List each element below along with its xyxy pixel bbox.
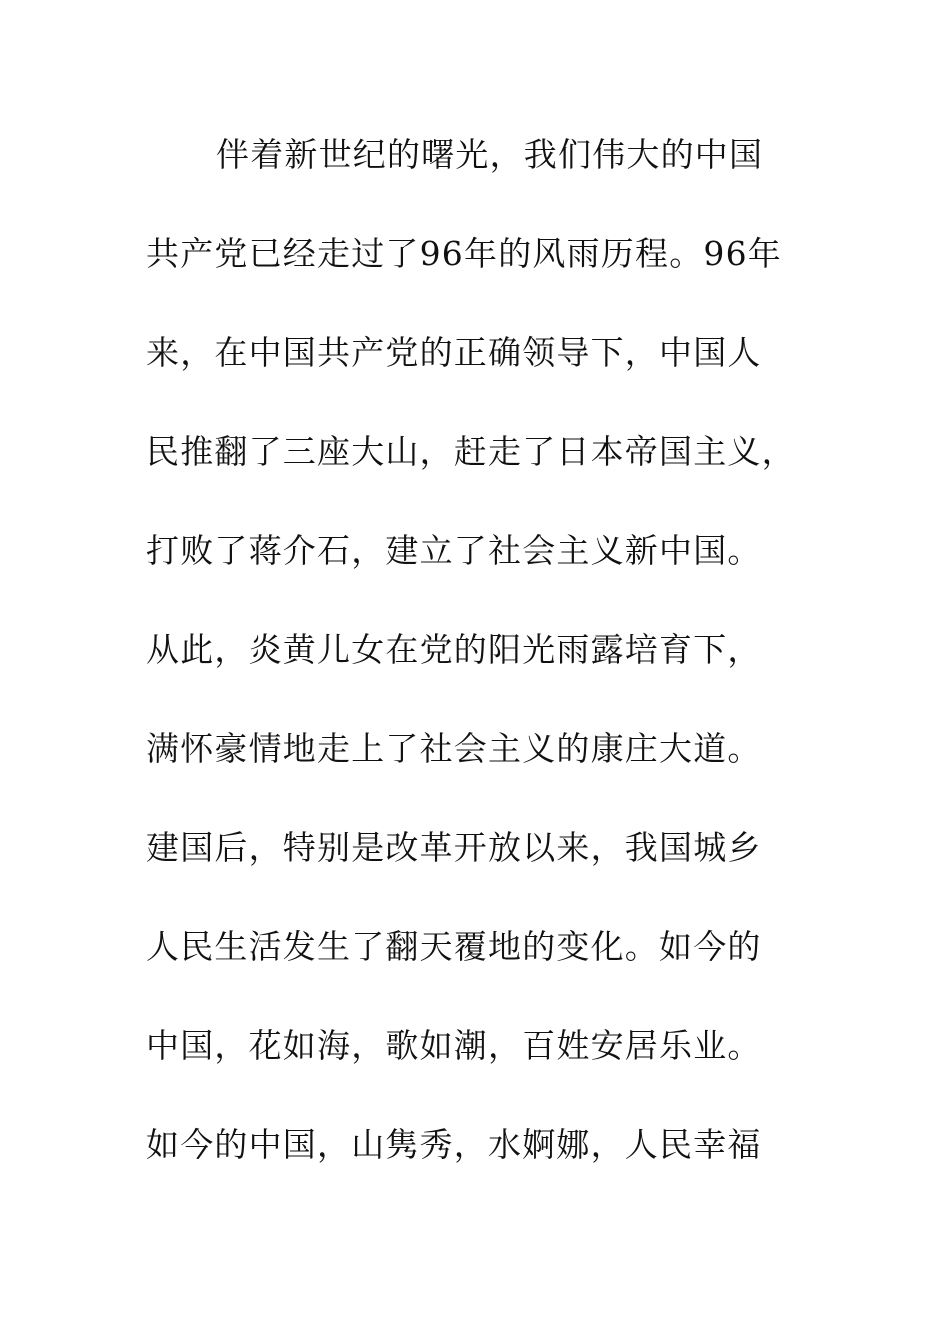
paragraph-line-8: 建国后，特别是改革开放以来，我国城乡: [146, 828, 762, 867]
paragraph-line-5: 打败了蒋介石，建立了社会主义新中国。: [146, 531, 762, 570]
paragraph-line-4: 民推翻了三座大山，赶走了日本帝国主义，: [146, 432, 796, 471]
paragraph-line-1: 伴着新世纪的曙光，我们伟大的中国: [216, 135, 764, 174]
paragraph-line-7: 满怀豪情地走上了社会主义的康庄大道。: [146, 729, 762, 768]
paragraph-line-2: 共产党已经走过了96年的风雨历程。96年: [146, 234, 782, 273]
paragraph-line-11: 如今的中国，山隽秀，水婀娜，人民幸福: [146, 1125, 762, 1164]
paragraph-line-6: 从此，炎黄儿女在党的阳光雨露培育下，: [146, 630, 762, 669]
paragraph-line-10: 中国，花如海，歌如潮，百姓安居乐业。: [146, 1026, 762, 1065]
body-paragraph: [146, 124, 806, 1213]
paragraph-line-9: 人民生活发生了翻天覆地的变化。如今的: [146, 927, 762, 966]
paragraph-line-3: 来，在中国共产党的正确领导下，中国人: [146, 333, 762, 372]
